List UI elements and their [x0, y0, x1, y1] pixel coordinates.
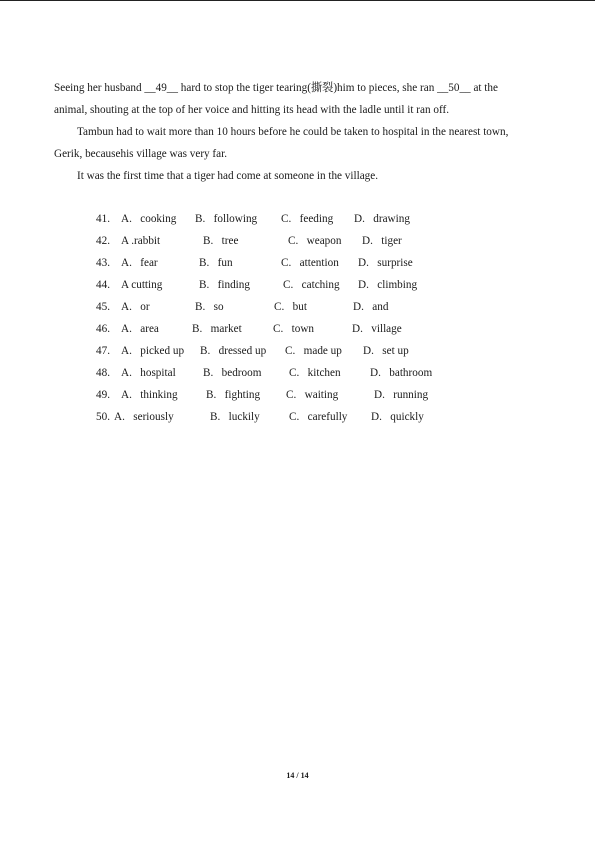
option-b: B. bedroom: [203, 367, 262, 379]
passage-line-5: It was the first time that a tiger had come at someone in the village.: [77, 170, 379, 182]
option-a: A. seriously: [114, 411, 174, 423]
question-number: 44.: [96, 279, 110, 291]
question-number: 49.: [96, 389, 110, 401]
option-d: D. surprise: [358, 257, 413, 269]
option-b: B. following: [195, 213, 258, 225]
option-b: B. market: [192, 323, 242, 335]
option-b: B. so: [195, 301, 224, 313]
option-d: D. bathroom: [370, 367, 433, 379]
option-b: B. fun: [199, 257, 233, 269]
question-row: [96, 230, 456, 252]
question-number: 50.: [96, 411, 110, 423]
passage-line-1: Seeing her husband __49__ hard to stop the tiger tearing(撕裂)him to pieces, she ran __50__ at the: [54, 82, 498, 94]
option-d: D. tiger: [362, 235, 402, 247]
question-number: 41.: [96, 213, 110, 225]
option-a: A cutting: [121, 279, 163, 291]
option-b: B. fighting: [206, 389, 261, 401]
question-row: [96, 406, 456, 428]
passage-line-2: animal, shouting at the top of her voice and hitting its head with the ladle until it ran off.: [54, 104, 449, 116]
question-number: 45.: [96, 301, 110, 313]
question-number: 48.: [96, 367, 110, 379]
answer-options-list: [96, 208, 456, 428]
option-a: A. fear: [121, 257, 158, 269]
passage-line-3: Tambun had to wait more than 10 hours before he could be taken to hospital in the nearest town,: [77, 126, 509, 138]
option-c: C. catching: [283, 279, 340, 291]
option-a: A. thinking: [121, 389, 178, 401]
option-b: B. tree: [203, 235, 239, 247]
option-b: B. finding: [199, 279, 250, 291]
question-number: 42.: [96, 235, 110, 247]
option-a: A .rabbit: [121, 235, 161, 247]
option-c: C. carefully: [289, 411, 348, 423]
question-row: [96, 296, 456, 318]
question-row: [96, 384, 456, 406]
option-c: C. made up: [285, 345, 342, 357]
page-number: 14 / 14: [286, 771, 309, 780]
option-a: A. cooking: [121, 213, 177, 225]
option-d: D. and: [353, 301, 389, 313]
question-row: [96, 274, 456, 296]
option-a: A. hospital: [121, 367, 176, 379]
option-d: D. quickly: [371, 411, 424, 423]
question-row: [96, 362, 456, 384]
option-d: D. village: [352, 323, 402, 335]
top-rule: [0, 0, 595, 1]
option-c: C. but: [274, 301, 307, 313]
option-b: B. luckily: [210, 411, 260, 423]
question-number: 46.: [96, 323, 110, 335]
passage-line-4: Gerik, becausehis village was very far.: [54, 148, 228, 160]
option-c: C. town: [273, 323, 315, 335]
option-d: D. drawing: [354, 213, 410, 225]
option-c: C. kitchen: [289, 367, 341, 379]
passage: [54, 77, 546, 187]
question-row: [96, 252, 456, 274]
option-c: C. attention: [281, 257, 339, 269]
question-number: 47.: [96, 345, 110, 357]
option-c: C. weapon: [288, 235, 342, 247]
option-c: C. waiting: [286, 389, 339, 401]
option-d: D. running: [374, 389, 429, 401]
question-row: [96, 318, 456, 340]
option-d: D. set up: [363, 345, 409, 357]
option-d: D. climbing: [358, 279, 418, 291]
option-b: B. dressed up: [200, 345, 267, 357]
option-a: A. picked up: [121, 345, 185, 357]
option-a: A. area: [121, 323, 159, 335]
option-a: A. or: [121, 301, 150, 313]
question-row: [96, 340, 456, 362]
option-c: C. feeding: [281, 213, 334, 225]
question-number: 43.: [96, 257, 110, 269]
question-row: [96, 208, 456, 230]
